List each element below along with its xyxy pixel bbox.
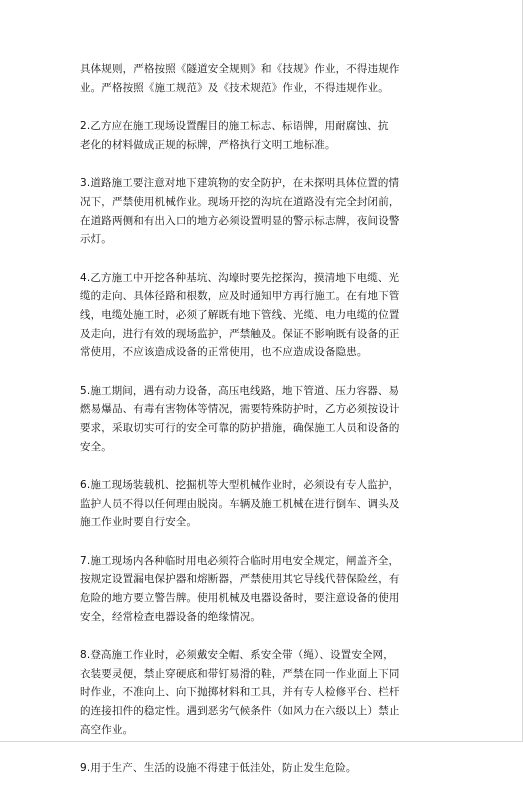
paragraph-9 <box>80 759 446 778</box>
paragraph-line: 时作业，不准向上、向下抛掷材料和工具，并有专人检修平台、栏杆 <box>80 686 400 699</box>
paragraph-1 <box>80 60 446 97</box>
paragraph-line: 8.登高施工作业时，必须戴安全帽、系安全带（绳）、设置安全网， <box>80 649 394 662</box>
paragraph-line: 高空作业。 <box>80 723 134 736</box>
paragraph-line: 要求，采取切实可行的安全可靠的防护措施，确保施工人员和设备的 <box>80 421 400 434</box>
paragraph-7 <box>80 552 446 626</box>
paragraph-line: 4.乙方施工中开挖各种基坑、沟壕时要先挖探沟，摸清地下电缆、光 <box>80 271 400 284</box>
paragraph-line: 业。严格按照《施工规范》及《技术规范》作业，不得违规作业。 <box>80 81 389 94</box>
paragraph-line: 2.乙方应在施工现场设置醒目的施工标志、标语牌，用耐腐蚀、抗 <box>80 120 389 133</box>
paragraph-line: 及走向，进行有效的现场监护，严禁触及。保证不影响既有设备的正 <box>80 327 400 340</box>
paragraph-3 <box>80 174 446 248</box>
paragraph-line: 7.施工现场内各种临时用电必须符合临时用电安全规定，闸盖齐全， <box>80 554 400 567</box>
paragraph-line: 危险的地方要立警告牌。使用机械及电器设备时，要注意设备的使用 <box>80 592 400 605</box>
paragraph-line: 燃易爆品、有毒有害物体等情况，需要特殊防护时，乙方必须按设计 <box>80 403 400 416</box>
paragraph-line: 监护人员不得以任何理由脱岗。车辆及施工机械在进行倒车、调头及 <box>80 497 400 510</box>
paragraph-line: 安全。 <box>80 440 112 453</box>
paragraph-5 <box>80 382 446 456</box>
paragraph-line: 9.用于生产、生活的设施不得建于低洼处，防止发生危险。 <box>80 762 357 775</box>
paragraph-line: 示灯。 <box>80 233 112 246</box>
paragraph-2 <box>80 117 446 154</box>
paragraph-line: 具体规则，严格按照《隧道安全规则》和《技规》作业，不得违规作 <box>80 63 400 75</box>
paragraph-line: 的连接扣件的稳定性。遇到恶劣气候条件（如风力在六级以上）禁止 <box>80 705 400 718</box>
paragraph-line: 按规定设置漏电保护器和熔断器，严禁使用其它导线代替保险丝，有 <box>80 573 400 586</box>
paragraph-line: 安全，经常检查电器设备的绝缘情况。 <box>80 610 262 623</box>
paragraph-line: 况下，严禁使用机械作业。现场开挖的沟坑在道路没有完全封闭前， <box>80 195 400 208</box>
paragraph-line: 施工作业时要自行安全。 <box>80 516 198 529</box>
paragraph-line: 在道路两侧和有出入口的地方必须设置明显的警示标志牌，夜间设警 <box>80 214 400 227</box>
paragraph-6 <box>80 476 446 532</box>
paragraph-line: 6.施工现场装载机、挖掘机等大型机械作业时，必须设有专人监护， <box>80 479 400 492</box>
paragraph-line: 5.施工期间，遇有动力设备，高压电线路，地下管道、压力容器、易 <box>80 384 400 397</box>
paragraph-line: 常使用，不应该造成设备的正常使用，也不应造成设备隐患。 <box>80 346 368 359</box>
paragraph-4 <box>80 269 446 362</box>
paragraph-line: 线，电缆处施工时，必须了解既有地下管线、光缆、电力电缆的位置 <box>80 308 400 321</box>
paragraph-line: 缆的走向、具体径路和根数，应及时通知甲方再行施工。在有地下管 <box>80 290 400 303</box>
paragraph-line: 衣装要灵便，禁止穿硬底和带钉易滑的鞋，严禁在同一作业面上下同 <box>80 667 400 680</box>
document-body <box>80 60 446 798</box>
paragraph-8 <box>80 646 446 739</box>
paragraph-line: 老化的材料做成正规的标牌，严格执行文明工地标准。 <box>80 138 336 151</box>
paragraph-line: 3.道路施工要注意对地下建筑物的安全防护，在未探明具体位置的情 <box>80 177 400 190</box>
